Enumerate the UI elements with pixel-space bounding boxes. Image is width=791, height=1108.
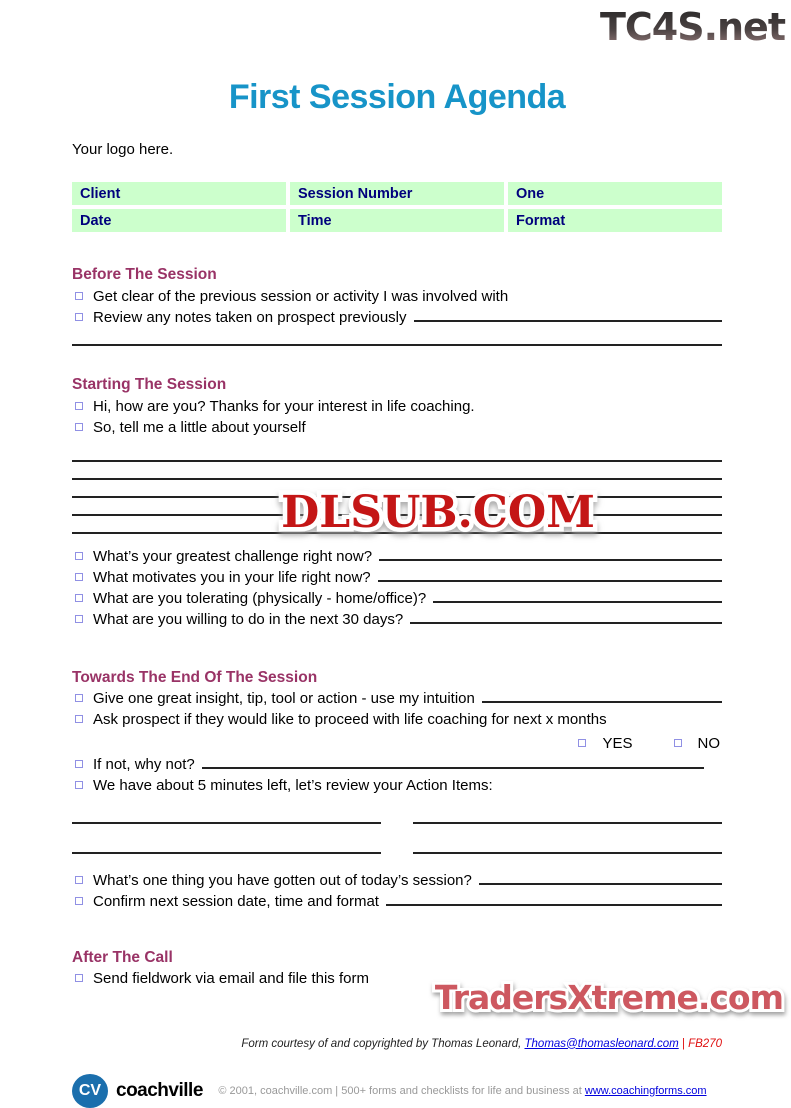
section-title-after: After The Call bbox=[72, 948, 173, 966]
no-checkbox[interactable] bbox=[674, 739, 682, 747]
list-item bbox=[72, 690, 722, 708]
section-title-starting: Starting The Session bbox=[72, 376, 227, 393]
cell-format: Format bbox=[508, 209, 722, 232]
item-label: What are you willing to do in the next 30 days? bbox=[93, 611, 404, 628]
checkbox[interactable] bbox=[75, 781, 83, 789]
item-label: What motivates you in your life right now? bbox=[93, 569, 371, 586]
cell-client: Client bbox=[72, 182, 286, 205]
tc4s-watermark-text: TC4S.net bbox=[599, 5, 785, 49]
cell-session-number: Session Number bbox=[290, 182, 504, 205]
credit-email-link[interactable]: Thomas@thomasleonard.com bbox=[524, 1037, 679, 1050]
list-item bbox=[72, 611, 722, 629]
checkbox[interactable] bbox=[75, 402, 83, 410]
table-row bbox=[72, 209, 722, 232]
coachville-logo-text: coachville bbox=[116, 1079, 203, 1101]
cell-session-number-value: One bbox=[508, 182, 722, 205]
cell-date: Date bbox=[72, 209, 286, 232]
list-item bbox=[72, 893, 722, 911]
copyright-text: © 2001, coachville.com | 500+ forms and checklists for life and business at bbox=[218, 1084, 585, 1097]
list-item bbox=[72, 590, 722, 608]
checkbox[interactable] bbox=[75, 715, 83, 723]
coachingforms-link[interactable]: www.coachingforms.com bbox=[584, 1084, 707, 1097]
checkbox[interactable] bbox=[75, 694, 83, 702]
no-option[interactable] bbox=[671, 735, 721, 753]
list-item bbox=[72, 309, 722, 327]
item-label: Confirm next session date, time and format bbox=[93, 893, 379, 910]
section-title-towards: Towards The End Of The Session bbox=[72, 668, 318, 686]
write-in-line bbox=[72, 498, 722, 516]
item-label: What’s one thing you have gotten out of today’s session? bbox=[93, 872, 472, 889]
write-in-line bbox=[479, 872, 722, 885]
action-items-lines-row bbox=[72, 806, 722, 824]
write-in-line bbox=[72, 806, 381, 824]
yes-option[interactable] bbox=[575, 735, 632, 753]
write-in-line bbox=[72, 836, 381, 854]
footer-brand-row bbox=[72, 1074, 722, 1108]
checkbox[interactable] bbox=[75, 974, 83, 982]
list-item bbox=[72, 756, 722, 774]
item-label: Send fieldwork via email and file this form bbox=[93, 970, 369, 987]
checkbox[interactable] bbox=[75, 313, 83, 321]
write-in-line bbox=[413, 836, 722, 854]
list-item bbox=[72, 548, 722, 566]
checkbox[interactable] bbox=[75, 615, 83, 623]
item-label: So, tell me a little about yourself bbox=[93, 418, 306, 436]
checkbox[interactable] bbox=[75, 594, 83, 602]
item-label: We have about 5 minutes left, let’s review your Action Items: bbox=[93, 776, 493, 794]
write-in-line bbox=[386, 893, 722, 906]
item-label: Hi, how are you? Thanks for your interest in life coaching. bbox=[93, 397, 475, 415]
logo-placeholder-text: Your logo here. bbox=[72, 141, 174, 158]
no-label: NO bbox=[697, 734, 720, 752]
item-label: Review any notes taken on prospect previously bbox=[93, 308, 407, 326]
write-in-line bbox=[378, 569, 722, 582]
table-row bbox=[72, 182, 722, 205]
page-title: First Session Agenda bbox=[228, 78, 566, 116]
list-item bbox=[72, 872, 722, 890]
tradersxtreme-watermark-text: TradersXtreme.com bbox=[434, 978, 783, 1017]
section-title-before: Before The Session bbox=[72, 266, 217, 283]
write-in-line bbox=[202, 756, 704, 769]
write-in-line bbox=[72, 480, 722, 498]
action-items-lines-row bbox=[72, 836, 722, 854]
checkbox[interactable] bbox=[75, 876, 83, 884]
item-label: Ask prospect if they would like to proceed with life coaching for next x months bbox=[93, 711, 607, 728]
write-in-line bbox=[72, 444, 722, 462]
checkbox[interactable] bbox=[75, 573, 83, 581]
yes-checkbox[interactable] bbox=[578, 739, 586, 747]
write-in-line bbox=[72, 328, 722, 346]
write-in-line bbox=[379, 548, 722, 561]
list-item bbox=[72, 569, 722, 587]
write-in-line bbox=[72, 462, 722, 480]
dlsub-watermark-text: DLSUB.COM bbox=[281, 487, 595, 538]
item-label: If not, why not? bbox=[93, 755, 195, 773]
list-item bbox=[72, 970, 722, 988]
write-in-line bbox=[72, 516, 722, 534]
list-item bbox=[72, 419, 722, 437]
checkbox[interactable] bbox=[75, 423, 83, 431]
item-label: Get clear of the previous session or activity I was involved with bbox=[93, 287, 509, 305]
credit-text: Form courtesy of and copyrighted by Thomas Leonard, bbox=[241, 1037, 525, 1050]
cell-time: Time bbox=[290, 209, 504, 232]
list-item bbox=[72, 777, 722, 795]
session-info-table bbox=[68, 178, 726, 236]
yes-label: YES bbox=[602, 734, 633, 752]
checkbox[interactable] bbox=[75, 552, 83, 560]
yes-no-row bbox=[72, 735, 722, 753]
form-credit-line bbox=[72, 1038, 722, 1050]
checkbox[interactable] bbox=[75, 760, 83, 768]
write-in-line bbox=[414, 309, 722, 322]
item-label: What are you tolerating (physically - home/office)? bbox=[93, 590, 427, 607]
write-in-line bbox=[413, 806, 722, 824]
item-label: What’s your greatest challenge right now? bbox=[93, 548, 373, 565]
write-in-line bbox=[482, 690, 722, 703]
checkbox[interactable] bbox=[75, 897, 83, 905]
item-label: Give one great insight, tip, tool or action - use my intuition bbox=[93, 690, 475, 707]
list-item bbox=[72, 711, 722, 729]
list-item bbox=[72, 398, 722, 416]
checkbox[interactable] bbox=[75, 292, 83, 300]
form-code: | FB270 bbox=[678, 1037, 722, 1050]
coachville-logo-icon: CV bbox=[72, 1074, 108, 1108]
write-in-line bbox=[433, 590, 722, 603]
copyright-line bbox=[203, 1085, 722, 1097]
write-in-line bbox=[410, 611, 722, 624]
list-item bbox=[72, 288, 722, 306]
